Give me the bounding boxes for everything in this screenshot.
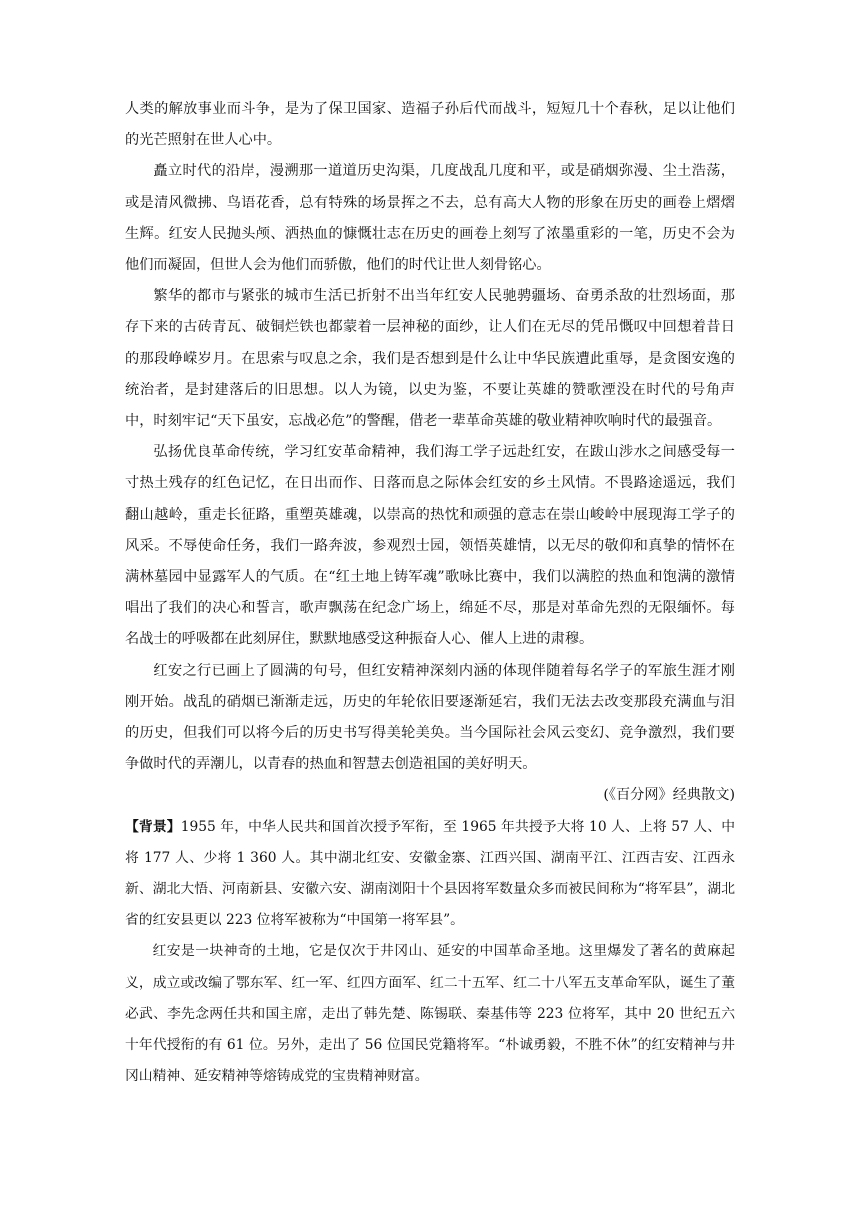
background-label: 【背景】 [125,818,181,835]
essay-paragraph-3: 繁华的都市与紧张的城市生活已折射不出当年红安人民驰骋疆场、奋勇杀敌的壮烈场面，那存下来的古砖青瓦、破铜烂铁也都蒙着一层神秘的面纱，让人们在无尽的凭吊慨叹中回想着昔日的那段峥嵘岁月。在思索与叹息之余，我们是否想到是什么让中华民族遭此重辱，是贪图安逸的统治者，是封建落后的旧思想。以人为镜，以史为鉴，不要让英雄的赞歌湮没在时代的号角声中，时刻牢记“天下虽安，忘战必危”的警醒，借老一辈革命英雄的敬业精神吹响时代的最强音。 [125,288,735,430]
essay-paragraph-5: 红安之行已画上了圆满的句号，但红安精神深刻内涵的体现伴随着每名学子的军旅生涯才刚刚开始。战乱的硝烟已渐渐走远，历史的年轮依旧要逐渐延宕，我们无法去改变那段充满血与泪的历史，但我们可以将今后的历史书写得美轮美奂。当今国际社会风云变幻、竞争激烈，我们要争做时代的弄潮儿，以青春的热血和智慧去创造祖国的美好明天。 [125,662,735,773]
document-body [125,94,735,1093]
background-paragraph-1-text: 1955 年，中华人民共和国首次授予军衔，至 1965 年共授予大将 10 人、上将 57 人、中将 177 人、少将 1 360 人。其中湖北红安、安徽金寨、江西兴国、湖南平江、江西吉安、江西永新、湖北大悟、河南新县、安徽六安、湖南浏阳十个县因将军数量众多而被民间称为“将军县”，湖北省的红安县更以 223 位将军被称为“中国第一将军县”。 [125,818,736,929]
essay-paragraph-2: 矗立时代的沿岸，漫溯那一道道历史沟渠，几度战乱几度和平，或是硝烟弥漫、尘土浩荡，或是清风微拂、鸟语花香，总有特殊的场景挥之不去，总有高大人物的形象在历史的画卷上熠熠生辉。红安人民抛头颅、洒热血的慷慨壮志在历史的画卷上刻写了浓墨重彩的一笔，历史不会为他们而凝固，但世人会为他们而骄傲，他们的时代让世人刻骨铭心。 [125,163,735,274]
background-paragraph-2: 红安是一块神奇的土地，它是仅次于井冈山、延安的中国革命圣地。这里爆发了著名的黄麻起义，成立或改编了鄂东军、红一军、红四方面军、红二十五军、红二十八军五支革命军队，诞生了董必武、李先念两任共和国主席，走出了韩先楚、陈锡联、秦基伟等 223 位将军，其中 20 世纪五六十年代授衔的有 61 位。另外，走出了 56 位国民党籍将军。“朴诚勇毅，不胜不休”的红安精神与井冈山精神、延安精神等熔铸成党的宝贵精神财富。 [125,943,735,1085]
background-paragraph-1 [125,812,735,937]
essay-source: (《百分网》经典散文) [603,787,735,804]
essay-paragraph-4: 弘扬优良革命传统，学习红安革命精神，我们海工学子远赴红安，在跋山涉水之间感受每一寸热土残存的红色记忆，在日出而作、日落而息之际体会红安的乡土风情。不畏路途遥远，我们翻山越岭，重走长征路，重塑英雄魂，以崇高的热忱和顽强的意志在崇山峻岭中展现海工学子的风采。不辱使命任务，我们一路奔波，参观烈士园，领悟英雄情，以无尽的敬仰和真挚的情怀在满林墓园中显露军人的气质。在“红土地上铸军魂”歌咏比赛中，我们以满腔的热血和饱满的激情唱出了我们的决心和誓言，歌声飘荡在纪念广场上，绵延不尽，那是对革命先烈的无限缅怀。每名战士的呼吸都在此刻屏住，默默地感受这种振奋人心、催人上进的肃穆。 [125,444,735,648]
essay-paragraph-1: 人类的解放事业而斗争，是为了保卫国家、造福子孙后代而战斗，短短几十个春秋，足以让他们的光芒照射在世人心中。 [125,101,735,149]
